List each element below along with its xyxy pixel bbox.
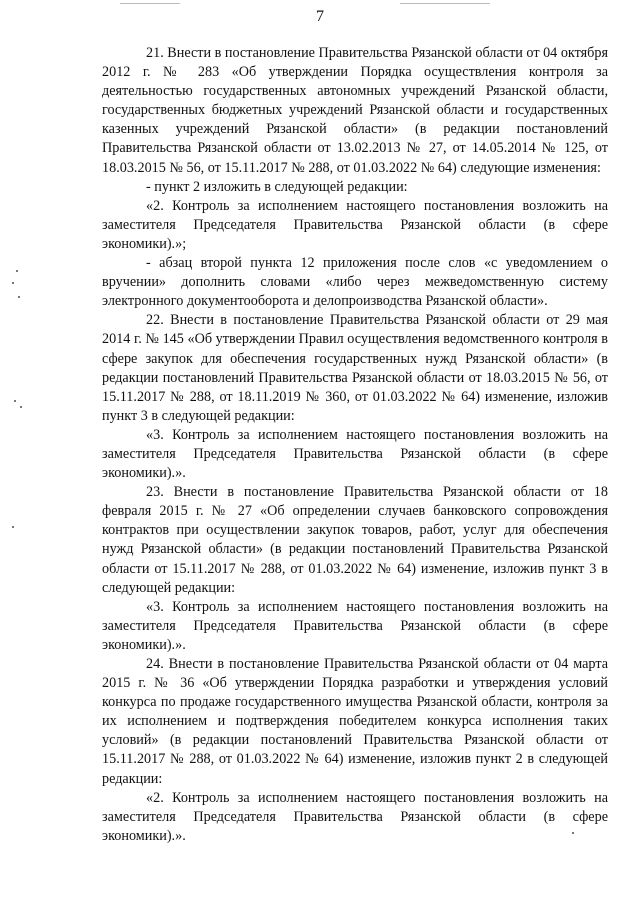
paragraph-subitem: - пункт 2 изложить в следующей редакции: bbox=[146, 178, 408, 195]
paragraph-item-21: 21. Внести в постановление Правительства Рязанской области от 04 октября 2012 г. № 283 «Об утверждении Порядка осуществления контроля за деятельностью государственных автономных учреждений Рязанской области, государственных бюджетных учреждений Рязанской области и государственных казенных учреждений Рязанской области» (в редакции постановлений Правительства Рязанской области от 13.02.2013 № 27, от 14.05.2014 № 125, от 18.03.2015 № 56, от 15.11.2017 № 288, от 01.03.2022 № 64) следующие изменения: bbox=[102, 45, 608, 176]
scan-artifact bbox=[18, 296, 20, 298]
scan-artifact bbox=[20, 406, 22, 408]
scan-artifact bbox=[12, 282, 14, 284]
paragraph-quote: «3. Контроль за исполнением настоящего постановления возложить на заместителя Председателя Правительства Рязанской области (в сфере экономики).». bbox=[102, 426, 608, 482]
paragraph-item-23: 23. Внести в постановление Правительства Рязанской области от 18 февраля 2015 г. № 27 «Об определении случаев банковского сопровождения контрактов при осуществлении закупок товаров, работ, услуг для обеспечения нужд Рязанской области» (в редакции постановлений Правительства Рязанской области от 15.11.2017 № 288, от 01.03.2022 № 64) изменение, изложив пункт 3 в следующей редакции: bbox=[102, 484, 608, 596]
document-body bbox=[102, 44, 608, 846]
paragraph-quote: «2. Контроль за исполнением настоящего постановления возложить на заместителя Председателя Правительства Рязанской области (в сфере экономики).». bbox=[102, 789, 608, 844]
scan-artifact bbox=[12, 526, 14, 528]
paragraph-quote: «3. Контроль за исполнением настоящего постановления возложить на заместителя Председателя Правительства Рязанской области (в сфере экономики).». bbox=[102, 598, 608, 653]
scan-artifact bbox=[14, 400, 16, 402]
scan-artifact bbox=[572, 832, 574, 834]
paragraph-subitem: - абзац второй пункта 12 приложения после слов «с уведомлением о вручении» дополнить словами «либо через межведомственную систему электронного документооборота и делопроизводства Рязанской области». bbox=[102, 255, 608, 310]
paragraph-item-22: 22. Внести в постановление Правительства Рязанской области от 29 мая 2014 г. № 145 «Об утверждении Правил осуществления ведомственного контроля в сфере закупок для обеспечения государственных нужд Рязанской области» (в редакции постановлений Правительства Рязанской области от 18.03.2015 № 56, от 15.11.2017 № 288, от 18.11.2019 № 360, от 01.03.2022 № 64) изменение, изложив пункт 3 в следующей редакции: bbox=[102, 312, 608, 424]
paragraph-quote: «2. Контроль за исполнением настоящего постановления возложить на заместителя Председателя Правительства Рязанской области (в сфере экономики).»; bbox=[102, 197, 608, 252]
scan-artifact bbox=[400, 3, 490, 4]
paragraph-item-24: 24. Внести в постановление Правительства Рязанской области от 04 марта 2015 г. № 36 «Об утверждении Порядка разработки и утверждения условий конкурса по продаже государственного имущества Рязанской области, контроля за их исполнением и подтверждения победителем конкурса исполнения таких условий» (в редакции постановлений Правительства Рязанской области от 15.11.2017 № 288, от 01.03.2022 № 64) изменение, изложив пункт 2 в следующей редакции: bbox=[102, 656, 608, 787]
scan-artifact bbox=[16, 270, 18, 272]
page-number: 7 bbox=[316, 8, 324, 25]
scan-artifact bbox=[120, 3, 180, 4]
